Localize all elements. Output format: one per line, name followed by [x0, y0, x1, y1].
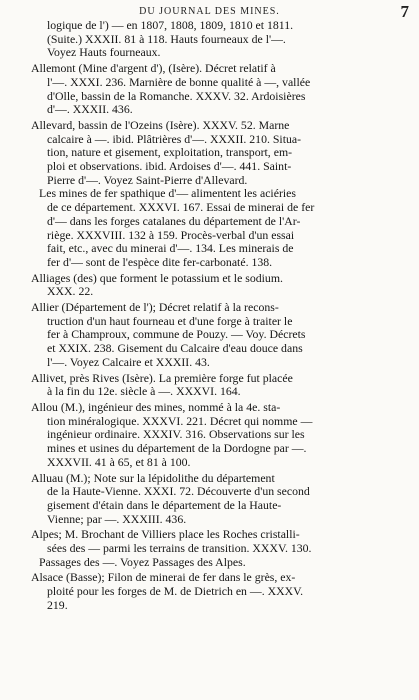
index-line: fer d'— sont de l'espèce dite fer-carbonaté. 138.: [47, 255, 273, 269]
index-line: Alliages (des) que forment le potassium et le sodium.: [31, 271, 283, 285]
index-line: Allevard, bassin de l'Ozeins (Isère). XXXV. 52. Marne: [31, 118, 290, 132]
index-line: et XXIX. 238. Gisement du Calcaire d'eau douce dans: [47, 342, 303, 356]
index-line: fait, etc., avec du minerai d'—. 134. Les minerais de: [47, 242, 294, 256]
index-line: Passages des —. Voyez Passages des Alpes.: [39, 555, 246, 569]
index-line: tion minéralogique. XXXVI. 221. Décret qui nomme —: [47, 414, 313, 428]
index-line: sées des — parmi les terrains de transition. XXXV. 130.: [47, 542, 312, 556]
index-line: XXX. 22.: [47, 285, 94, 299]
index-line: Pierre d'—. Voyez Saint-Pierre d'Allevard.: [47, 173, 248, 187]
index-line: de ce département. XXXVI. 167. Essai de minerai de fer: [47, 201, 315, 215]
index-line: ploi et observations. ibid. Ardoises d'—. 441. Saint-: [47, 160, 292, 174]
index-line: Voyez Hauts fourneaux.: [47, 46, 161, 60]
index-line: ingénieur ordinaire. XXXIV. 316. Observations sur les: [47, 428, 305, 442]
index-line: truction d'un haut fourneau et d'une forge à traiter le: [47, 314, 293, 328]
index-line: tion, nature et gisement, exploitation, transport, em-: [47, 146, 293, 160]
index-line: d'—. XXXII. 436.: [47, 103, 133, 117]
index-line: Alpes; M. Brochant de Villiers place les Roches cristalli-: [31, 528, 300, 542]
index-line: fer à Champroux, commune de Pouzy. — Voy. Décrets: [47, 328, 306, 342]
index-line: gisement d'étain dans le département de la Haute-: [47, 498, 282, 512]
index-line: Alsace (Basse); Filon de minerai de fer dans le grès, ex-: [31, 571, 296, 585]
index-line: riège. XXXVIII. 132 à 159. Procès-verbal d'un essai: [47, 228, 295, 242]
index-line: de la Haute-Vienne. XXXI. 72. Découverte d'un second: [47, 485, 310, 499]
index-line: Alluau (M.); Note sur la lépidolithe du département: [31, 471, 275, 485]
index-line: logique de l') — en 1807, 1808, 1809, 1810 et 1811.: [47, 19, 294, 32]
index-line: calcaire à —. ibid. Plâtrières d'—. XXXII. 210. Situa-: [47, 132, 302, 146]
page-number: 7: [400, 2, 409, 21]
index-line: Allou (M.), ingénieur des mines, nommé à la 4e. sta-: [31, 400, 281, 414]
index-line: Vienne; par —. XXXIII. 436.: [47, 512, 187, 526]
index-line: Allier (Département de l'); Décret relatif à la recons-: [31, 301, 279, 315]
index-line: à la fin du 12e. siècle à —. XXXVI. 164.: [47, 385, 241, 399]
index-line: l'—. XXXI. 236. Marnière de bonne qualité à —, vallée: [47, 75, 311, 89]
index-line: l'—. Voyez Calcaire et XXXII. 43.: [47, 355, 210, 369]
index-line: ploité pour les forges de M. de Dietrich en —. XXXV.: [47, 585, 304, 599]
index-line: (Suite.) XXXII. 81 à 118. Hauts fourneaux de l'—.: [47, 32, 286, 46]
index-line: Allemont (Mine d'argent d'), (Isère). Décret relatif à: [31, 62, 276, 76]
index-line: XXXVII. 41 à 65, et 81 à 100.: [47, 455, 191, 469]
index-text: [31, 19, 409, 613]
index-line: d'— dans les forges catalanes du département de l'Ar-: [47, 214, 301, 228]
index-line: mines et usines du département de la Dordogne par —.: [47, 442, 307, 456]
index-line: d'Olle, bassin de la Romanche. XXXV. 32. Ardoisières: [47, 89, 306, 103]
index-line: Allivet, près Rives (Isère). La première forge fut placée: [31, 371, 293, 385]
header-title: DU JOURNAL DES MINES.: [139, 6, 280, 17]
index-line: Les mines de fer spathique d'— alimentent les aciéries: [39, 187, 296, 201]
index-line: 219.: [47, 598, 68, 612]
